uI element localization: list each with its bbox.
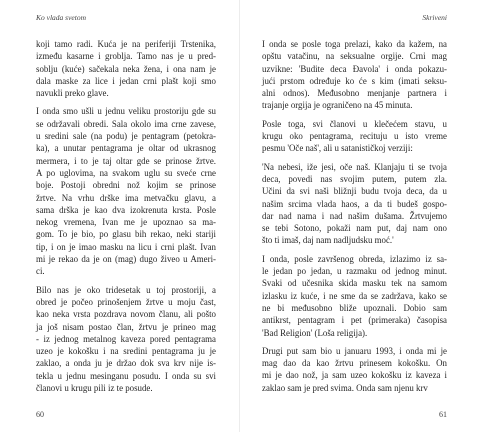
text-line: boje. Postoji obredni nož kojim se prinose (36, 180, 216, 191)
text-line: obred je počeo prinošenjem žrtve u moju čast, (36, 296, 216, 307)
right-page-body (262, 38, 447, 394)
text-line: ja još nisam postao član, žrtvu je prineo mag (36, 321, 216, 332)
text-line: krugu oko pentagrama, recituju u isto vreme (262, 131, 447, 142)
text-line: Posle toga, svi članovi u klečećem stavu, u (262, 118, 447, 129)
text-line: našim srcima vlada haos, a da ti budeš gospo- (262, 198, 447, 209)
text-line: sama drška je kao dva izokrenuta krsta. Posle (36, 204, 216, 215)
text-line: le jedan po jedan, u razmaku od jednog minut. (262, 266, 447, 277)
paragraph (262, 118, 447, 155)
text-line: uzeo je kokošku i na sredini pentagrama ju je (36, 346, 216, 357)
paragraph (36, 284, 216, 395)
text-line: alni odnos). Međusobno menjanje partnera i (262, 88, 447, 99)
text-line: deca, povedi nas svojim putem, putem zla. (262, 173, 447, 184)
text-line: Drugi put sam bio u januaru 1993, i onda mi je (262, 345, 447, 356)
text-line: navukli preko glave. (36, 88, 109, 99)
text-line: mi je dao nož, ja sam uzeo kokošku iz kaveza i (262, 370, 447, 381)
text-line: izlasku iz kuće, i ne sme da se zadržava, kako se (262, 290, 447, 301)
text-line: dar nad nama i nad našim dušama. Žrtvujemo (262, 210, 447, 221)
running-head-right: Skriveni (422, 13, 447, 22)
text-line: žrtve. Na vrhu drške ima metvačku glavu, a (36, 192, 216, 203)
text-line: što ti imaš, daj nam nadljudsku moć.' (262, 235, 394, 246)
text-line: I onda smo ušli u jednu veliku prostoriju gde su (36, 106, 216, 117)
text-line: mermera, i to je taj oltar gde se prinose žrtve. (36, 155, 216, 166)
text-line: tip, i on je imao masku na licu i crni plašt. Ivan (36, 241, 216, 252)
text-line: ci. (36, 266, 45, 277)
text-line: Bilo nas je oko tridesetak u toj prostoriji, a (36, 284, 216, 295)
text-line: kao neka vrsta pozdrava novom članu, ali pošto (36, 309, 216, 320)
text-line: soblju (kuće) sačekala neka žena, i ona nam je (36, 63, 216, 74)
text-line: Učini da svi naši bližnji budu tvoja deca, da u (262, 186, 447, 197)
page-number-left: 60 (36, 410, 44, 419)
text-line: uzvikne: 'Budite deca Đavola' i onda pokazu- (262, 63, 447, 74)
text-line: 'Na nebesi, iže jesi, oče naš. Klanjaju ti se tvoja (262, 161, 447, 172)
text-line: tekla u jednu mesinganu posudu. I onda su svi (36, 370, 216, 381)
left-page-body (36, 38, 216, 394)
paragraph (36, 38, 216, 99)
text-line: članovi u krugu pili iz te posude. (36, 383, 153, 394)
text-line: između kasarne i groblja. Tamo nas je u pred- (36, 51, 216, 62)
text-line: zaklao, a onda ju je držao dok sva krv nije is- (36, 358, 216, 369)
paragraph (262, 161, 447, 247)
paragraph (262, 345, 447, 394)
text-line: zaklao sam je pred svima. Onda sam njenu krv (262, 382, 428, 393)
text-line: se održavali obredi. Sala okolo ima crne zavese, (36, 118, 216, 129)
text-line: nekog vremena, Ivan me je upoznao sa ma- (36, 217, 216, 228)
paragraph (36, 105, 216, 277)
text-line: gom. To je bio, po glasu bih rekao, neki stariji (36, 229, 216, 240)
text-line: u sredini sale (na podu) je pentagram (petokra- (36, 131, 216, 142)
right-page (240, 0, 480, 432)
text-line: pesmu 'Oče naš', ali u satanističkoj verziji: (262, 143, 413, 154)
text-line: se tebi Sotono, pokaži nam put, daj nam ono (262, 223, 447, 234)
paragraph (262, 253, 447, 339)
text-line: antikrst, pentagram i pet (primeraka) časopisa (262, 315, 447, 326)
paragraph (262, 38, 447, 112)
text-line: mag dao da kao žrtvu prinesem kokošku. On (262, 358, 447, 369)
text-line: ka), a unutar pentagrama je oltar od ukrasnog (36, 143, 216, 154)
text-line: I onda se posle toga prelazi, kako da kažem, na (262, 39, 447, 49)
text-line: dala maske za lice i jedan crni plašt koji smo (36, 75, 216, 86)
text-line: ne bi međusobno bliže upoznali. Dobio sam (262, 302, 447, 313)
text-line: koji tamo radi. Kuća je na periferiji Trstenika, (36, 39, 216, 49)
text-line: A po uglovima, na svakom uglu su sveće crne (36, 167, 216, 178)
text-line: jući prstom određuje ko će s kim (imati seksu- (262, 75, 447, 86)
text-line: mi je rekao da je on (mag) dugo živeo u Ameri- (36, 254, 216, 265)
text-line: I onda, posle završenog obreda, izlazimo iz sa- (262, 253, 447, 264)
page-number-right: 61 (439, 410, 447, 419)
text-line: - iz jednog metalnog kaveza pored pentagrama (36, 333, 216, 344)
text-line: trajanje orgija je ograničeno na 45 minuta. (262, 100, 413, 111)
running-head-left: Ko vlada svetom (36, 13, 86, 22)
text-line: opštu vatačinu, na seksualne orgije. Crni mag (262, 51, 447, 62)
text-line: 'Bad Religion' (Loša religija). (262, 327, 368, 338)
text-line: Svaki od učesnika skida masku tek na samom (262, 278, 447, 289)
